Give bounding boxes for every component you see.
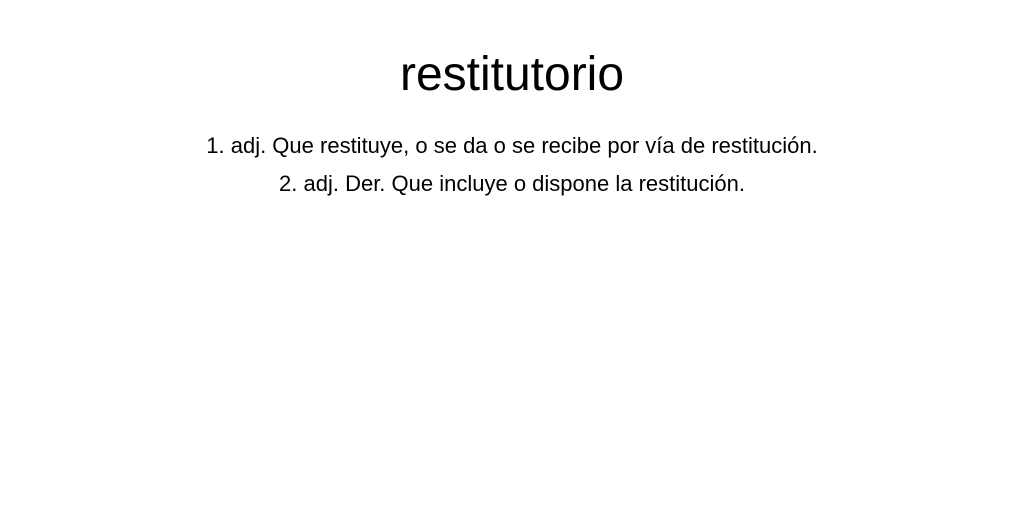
definition-list (0, 127, 1024, 203)
definition-item: 1. adj. Que restituye, o se da o se recibe por vía de restitución. (206, 133, 818, 158)
entry-title: restitutorio (399, 48, 625, 101)
definition-item: 2. adj. Der. Que incluye o dispone la restitución. (279, 171, 745, 196)
